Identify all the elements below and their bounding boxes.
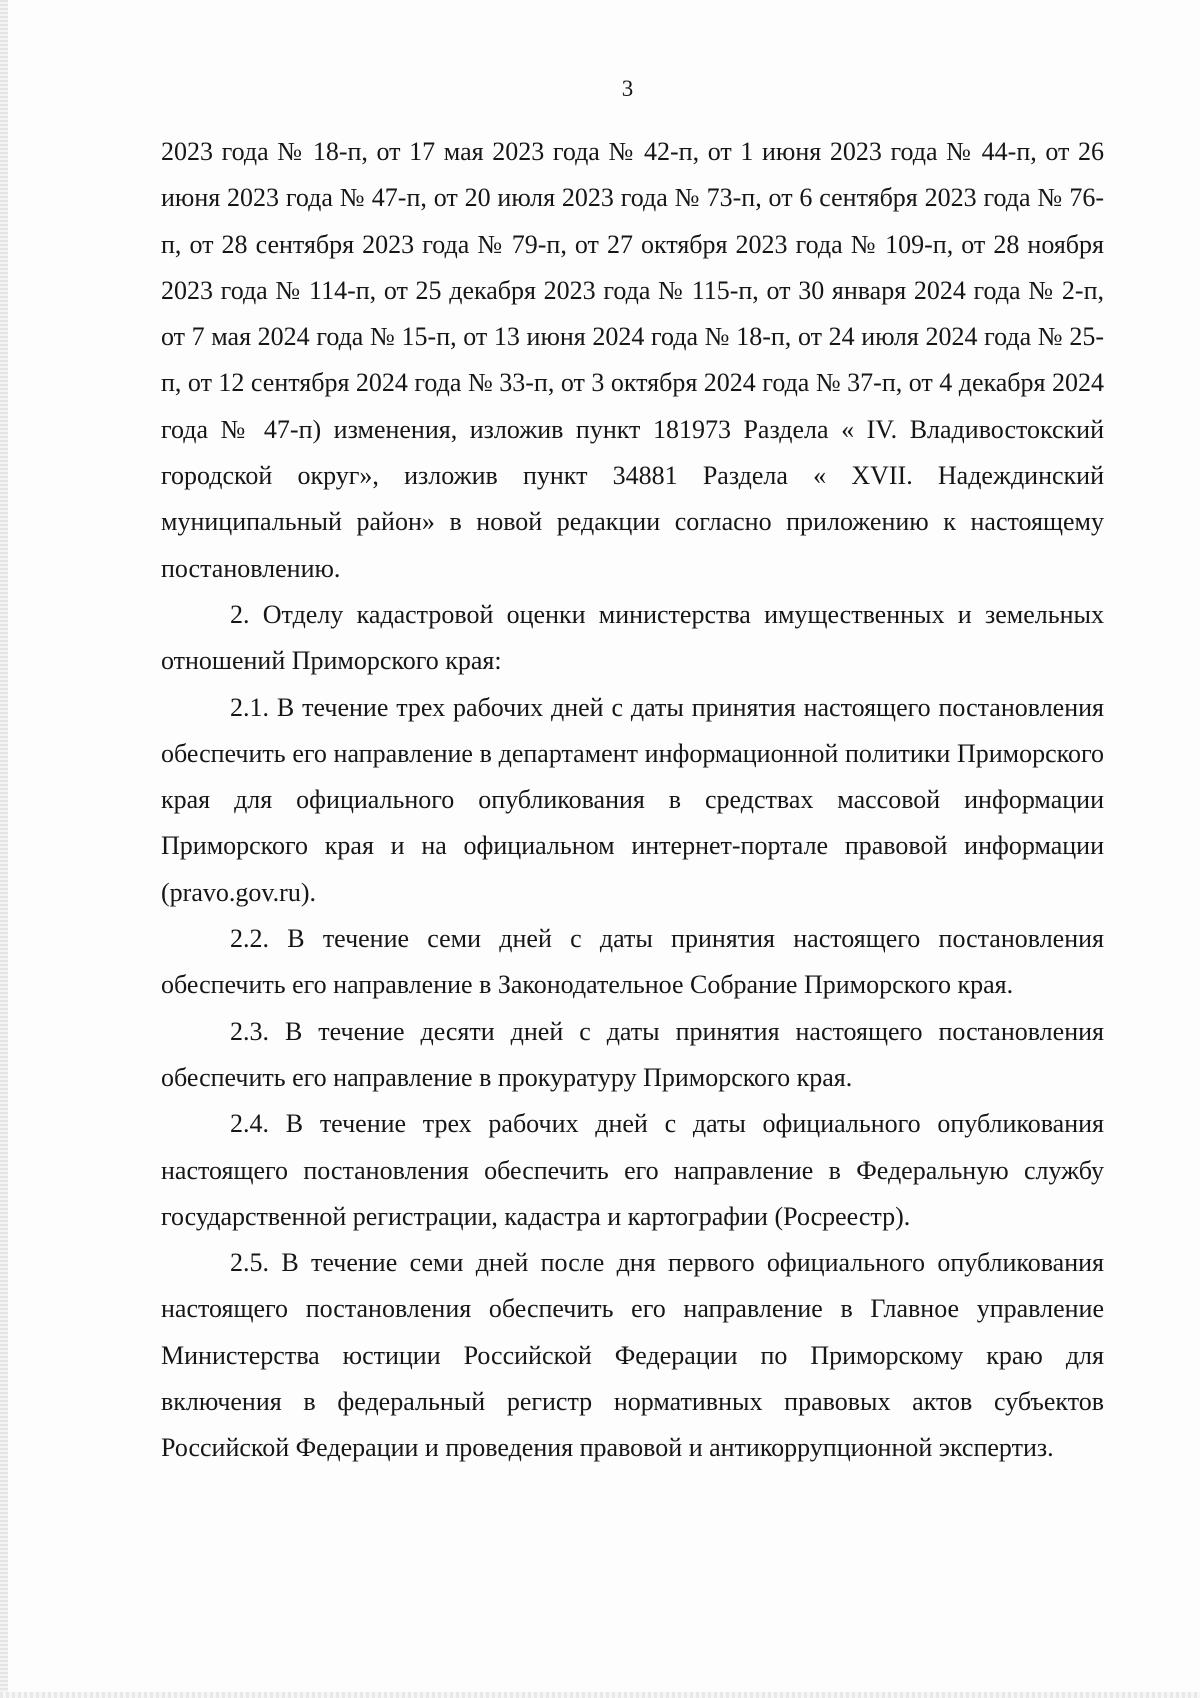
paragraph-item-2-4: 2.4. В течение трех рабочих дней с даты официального опубликования настоящего постановления обеспечить его направление в Федеральную службу государственной регистрации, кадастра и картографии (Росреестр). (161, 1109, 1104, 1231)
paragraph-item-2: 2. Отделу кадастровой оценки министерства имущественных и земельных отношений Приморского края: (161, 599, 1104, 676)
document-body (161, 129, 1104, 1472)
paragraph-item-2-3: 2.3. В течение десяти дней с даты принятия настоящего постановления обеспечить его направление в прокуратуру Приморского края. (161, 1016, 1104, 1092)
scan-bottom-edge (0, 1692, 1200, 1698)
paragraph-item-2-5: 2.5. В течение семи дней после дня первого официального опубликования настоящего постановления обеспечить его направление в Главное управление Министерства юстиции Российской Федерации по Приморскому краю для включения в федеральный регистр нормативных правовых актов субъектов Российской Федерации и проведения правовой и антикоррупционной экспертиз. (161, 1248, 1104, 1463)
page-number: 3 (621, 76, 634, 101)
paragraph-item-2-2: 2.2. В течение семи дней с даты принятия настоящего постановления обеспечить его направление в Законодательное Собрание Приморского края. (161, 924, 1104, 1000)
paragraph-continuation: 2023 года № 18-п, от 17 мая 2023 года № 42-п, от 1 июня 2023 года № 44-п, от 26 июня 2023 года № 47-п, от 20 июля 2023 года № 73-п, от 6 сентября 2023 года № 76-п, от 28 сентября 2023 года № 79-п, от 27 октября 2023 года № 109-п, от 28 ноября 2023 года № 114-п, от 25 декабря 2023 года № 115-п, от 30 января 2024 года № 2-п, от 7 мая 2024 года № 15-п, от 13 июня 2024 года № 18-п, от 24 июля 2024 года № 25-п, от 12 сентября 2024 года № 33-п, от 3 октября 2024 года № 37-п, от 4 декабря 2024 года № 47-п) изменения, изложив пункт 181973 Раздела « IV. Владивостокский городской округ», изложив пункт 34881 Раздела « XVII. Надеждинский муниципальный район» в новой редакции согласно приложению к настоящему постановлению. (161, 137, 1104, 583)
paragraph-item-2-1: 2.1. В течение трех рабочих дней с даты принятия настоящего постановления обеспечить его направление в департамент информационной политики Приморского края для официального опубликования в средствах массовой информации Приморского края и на официальном интернет-портале правовой информации (pravo.gov.ru). (161, 692, 1104, 907)
scan-edge (0, 0, 8, 1698)
